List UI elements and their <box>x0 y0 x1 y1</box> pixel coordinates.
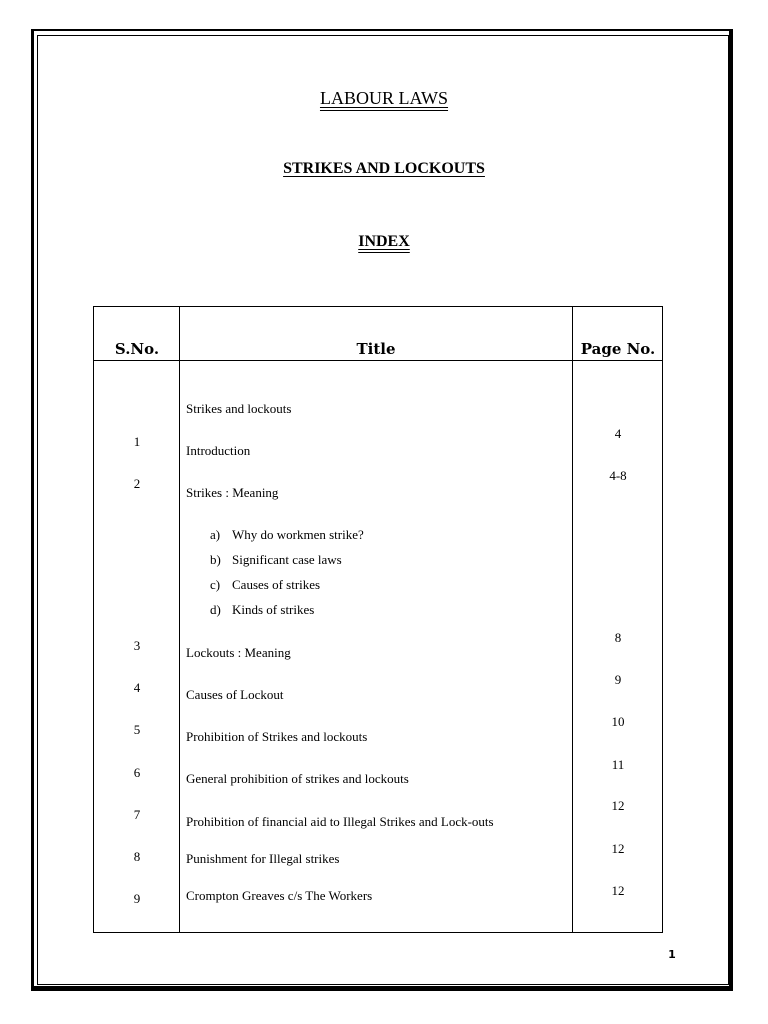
column-divider <box>572 307 573 932</box>
row-sno: 9 <box>133 891 141 906</box>
row-sno: 4 <box>133 680 141 695</box>
row-title: Punishment for Illegal strikes <box>186 851 340 866</box>
header-page: Page No. <box>580 340 656 358</box>
row-title: Causes of Lockout <box>186 687 284 702</box>
row-page: 12 <box>611 883 625 898</box>
row-sno: 7 <box>133 807 141 822</box>
header-sno: S.No. <box>114 340 160 358</box>
row-title: Prohibition of Strikes and lockouts <box>186 729 368 744</box>
header-divider <box>94 360 662 361</box>
row-sno: 8 <box>133 849 141 864</box>
subitem-label: c) <box>210 577 221 592</box>
index-heading: INDEX <box>358 233 410 250</box>
row-page: 11 <box>611 757 625 772</box>
row-page: 12 <box>611 841 625 856</box>
intro-row-title: Strikes and lockouts <box>186 401 292 416</box>
subitem-text: Causes of strikes <box>232 577 321 592</box>
document-subtitle: STRIKES AND LOCKOUTS <box>283 160 485 177</box>
row-sno: 2 <box>133 476 141 491</box>
document-title: LABOUR LAWS <box>319 88 449 108</box>
column-divider <box>179 307 180 932</box>
subitem-text: Kinds of strikes <box>232 602 315 617</box>
row-page: 10 <box>611 714 625 729</box>
row-sno: 5 <box>133 722 141 737</box>
index-table <box>93 306 663 933</box>
subitem <box>210 602 314 618</box>
row-page: 9 <box>614 672 622 687</box>
subitem <box>210 552 342 568</box>
row-page: 8 <box>614 630 622 645</box>
subitem-label: a) <box>210 527 221 542</box>
subitem <box>210 527 364 543</box>
subitem <box>210 577 320 593</box>
row-title: Strikes : Meaning <box>186 485 279 500</box>
row-title: Prohibition of financial aid to Illegal Strikes and Lock-outs <box>186 814 494 829</box>
row-title: Crompton Greaves c/s The Workers <box>186 888 373 903</box>
row-page: 4-8 <box>609 468 627 483</box>
row-page: 12 <box>611 798 625 813</box>
subitem-label: d) <box>210 602 221 617</box>
row-sno: 1 <box>133 434 141 449</box>
subitem-label: b) <box>210 552 221 567</box>
row-title: Introduction <box>186 443 251 458</box>
row-sno: 6 <box>133 765 141 780</box>
row-page: 4 <box>614 426 622 441</box>
header-title: Title <box>356 340 396 358</box>
subitem-text: Significant case laws <box>232 552 342 567</box>
row-title: Lockouts : Meaning <box>186 645 291 660</box>
page-number: 1 <box>668 948 676 961</box>
subitem-text: Why do workmen strike? <box>232 527 364 542</box>
row-title: General prohibition of strikes and lockouts <box>186 771 409 786</box>
row-sno: 3 <box>133 638 141 653</box>
